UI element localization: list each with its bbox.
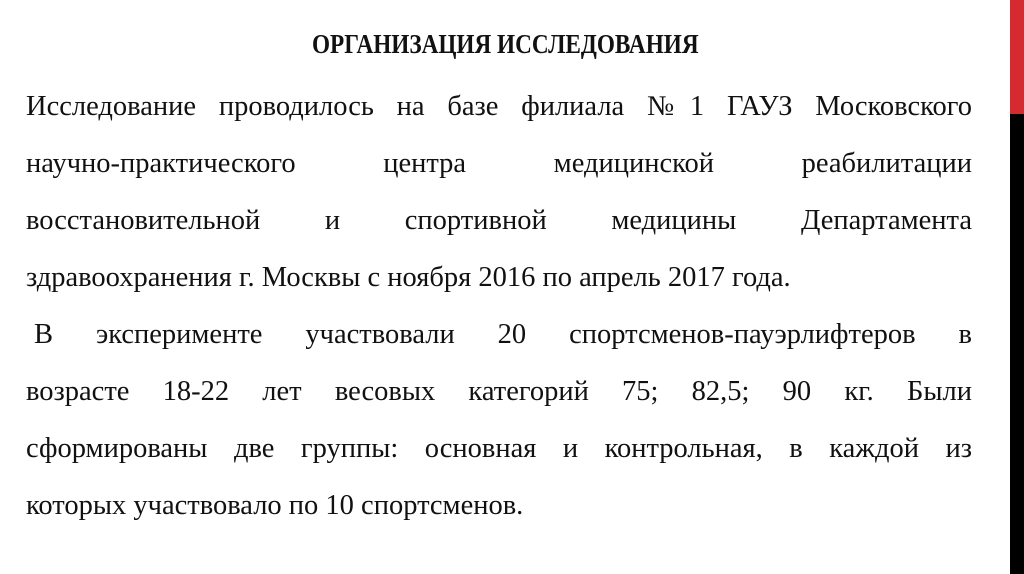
slide-body: [26, 78, 972, 534]
side-bar-black-segment: [1010, 114, 1024, 574]
text-line: восстановительной и спортивной медицины Департамента: [26, 205, 972, 236]
text-line: В эксперименте участвовали 20 спортсменов-пауэрлифтеров в: [34, 319, 972, 350]
side-bar-red-segment: [1010, 0, 1024, 114]
paragraph-participants: [26, 306, 972, 534]
text-line: здравоохранения г. Москвы с ноября 2016 по апрель 2017 года.: [26, 262, 791, 293]
text-line: которых участвовало по 10 спортсменов.: [26, 490, 524, 521]
text-line: Исследование проводилось на базе филиала №1 ГАУЗ Московского: [26, 91, 972, 122]
slide-title: ОРГАНИЗАЦИЯ ИССЛЕДОВАНИЯ: [311, 29, 699, 59]
text-line: сформированы две группы: основная и контрольная, в каждой из: [26, 433, 972, 464]
text-line: возрасте 18-22 лет весовых категорий 75; 82,5; 90 кг. Были: [26, 376, 972, 407]
text-line: научно-практического центра медицинской реабилитации: [26, 148, 972, 179]
decorative-side-bar: [1010, 0, 1024, 574]
paragraph-study-location: [26, 78, 972, 306]
